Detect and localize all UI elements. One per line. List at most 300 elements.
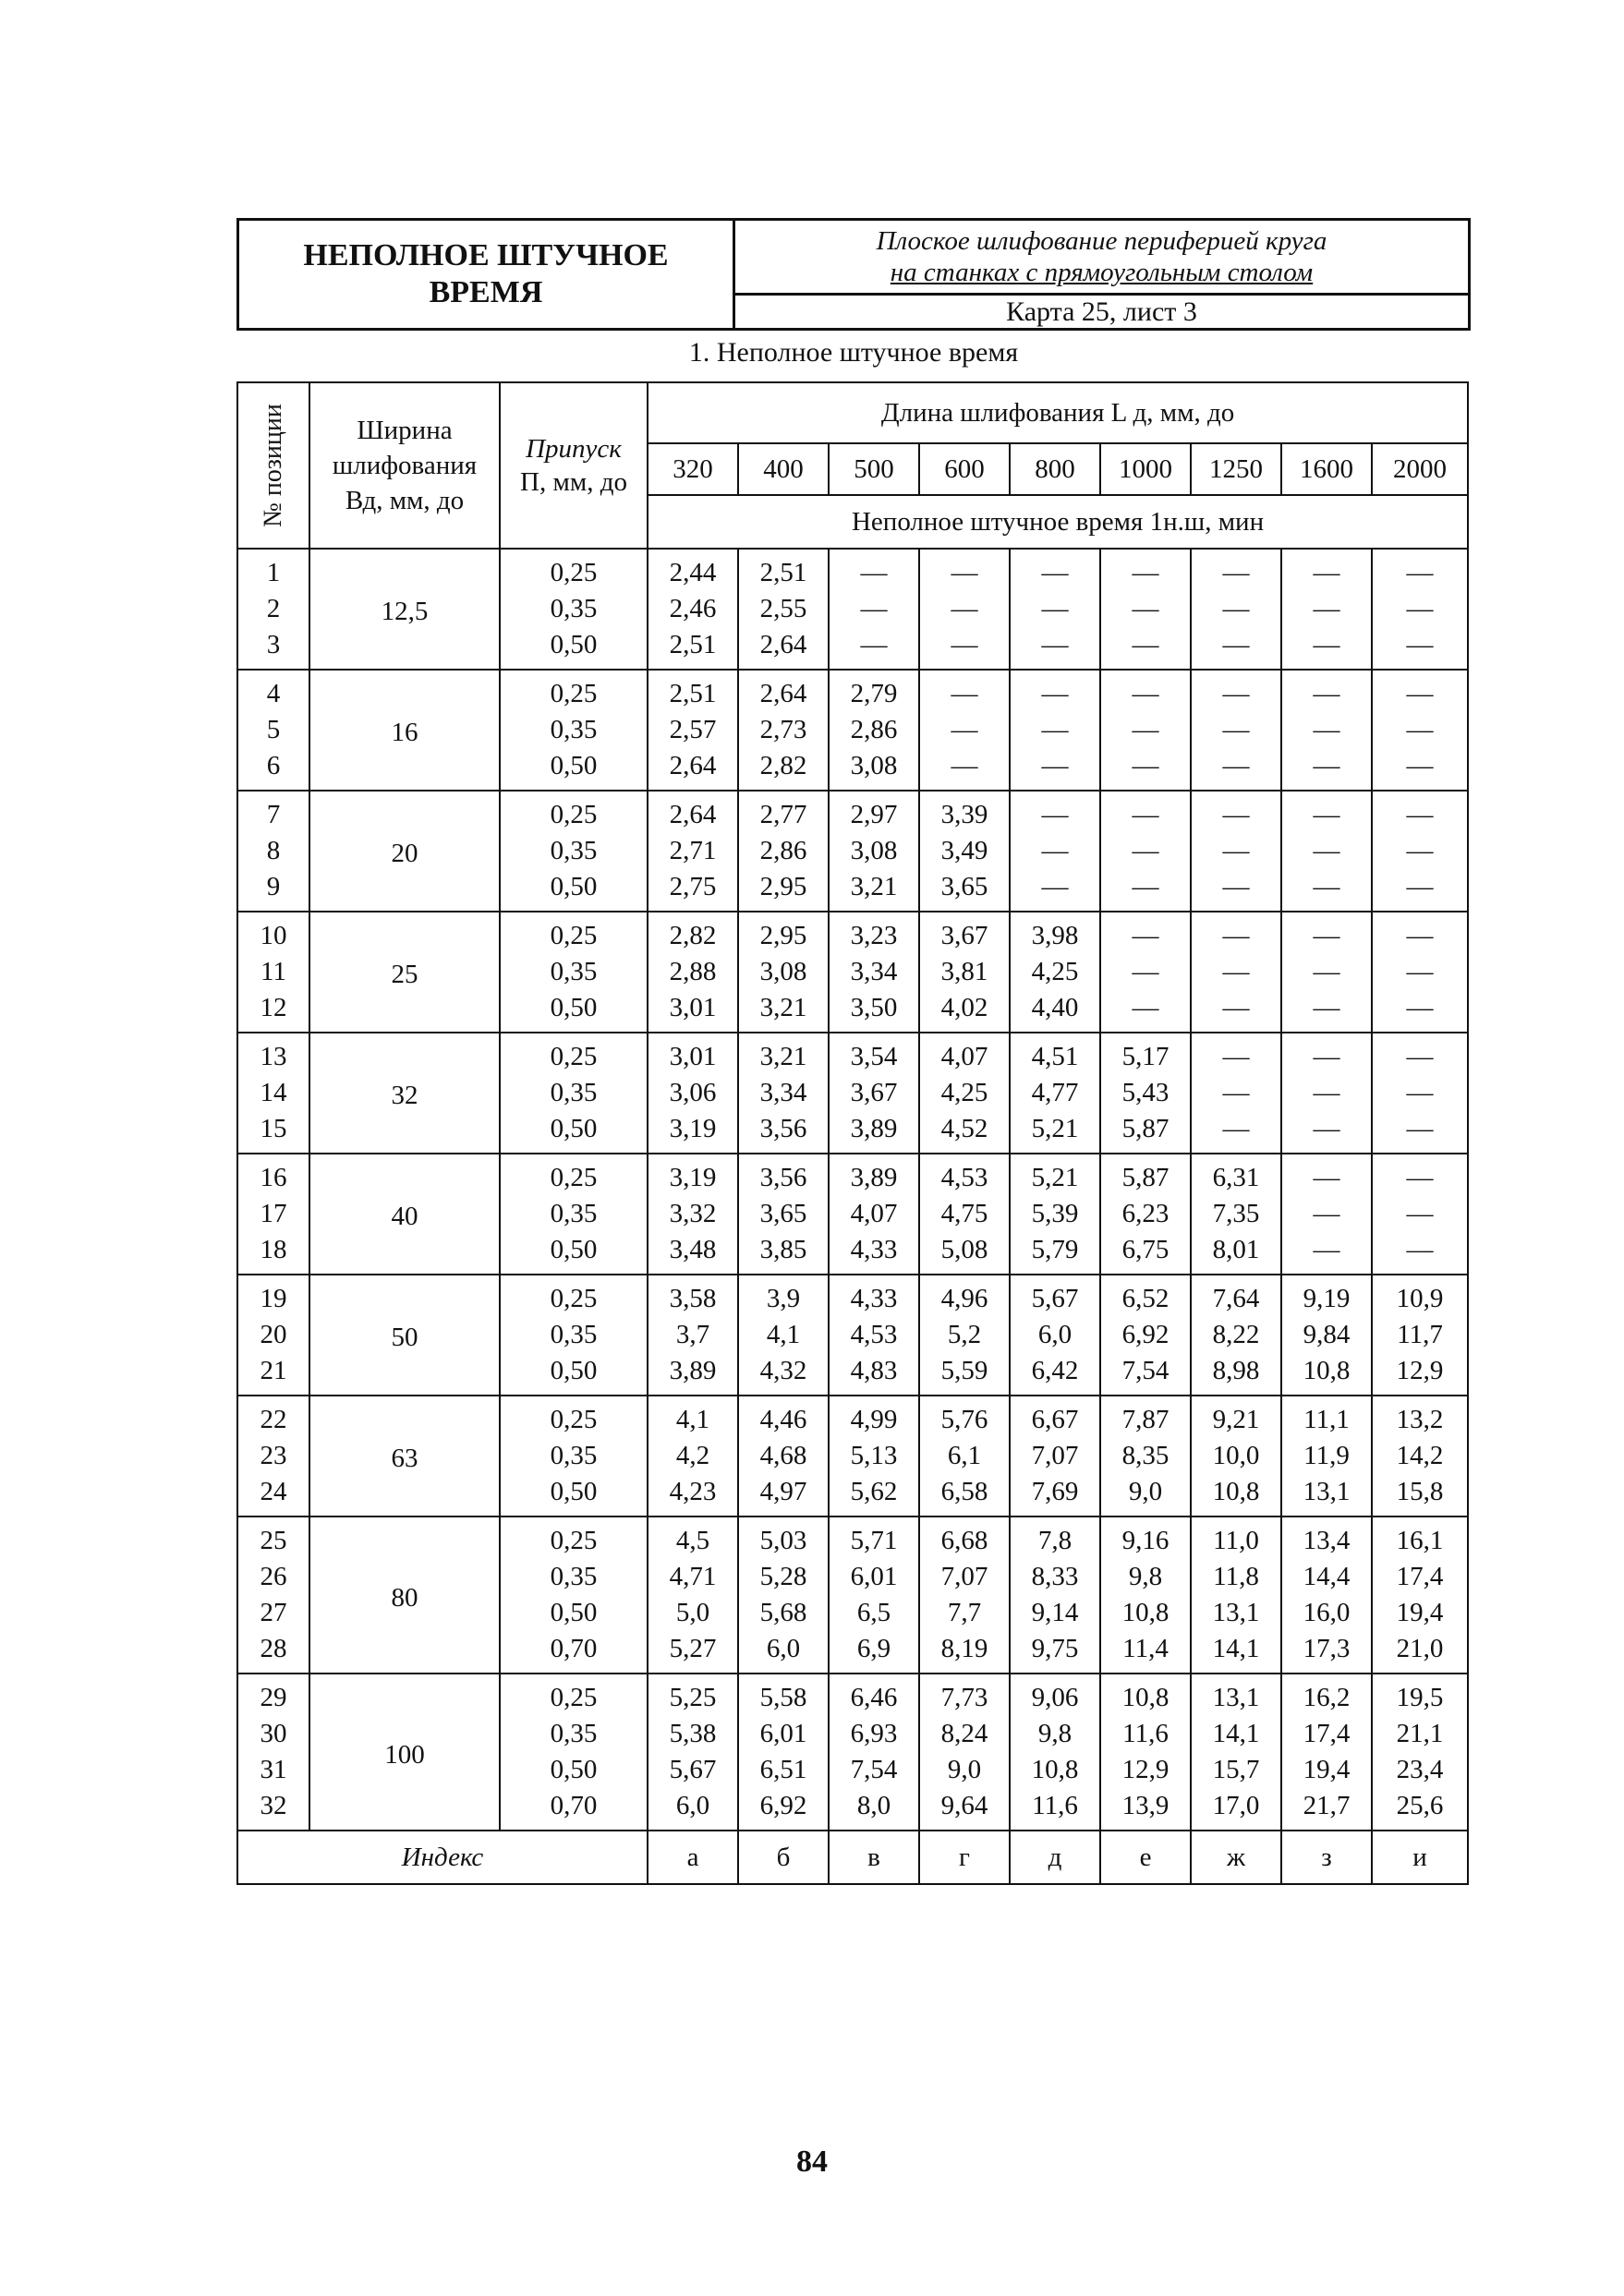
time-value-cell: 2,64 — [648, 748, 738, 791]
position-cell: 14 — [237, 1075, 309, 1111]
time-value-cell: — — [1191, 869, 1281, 912]
time-value-cell: 6,92 — [1100, 1317, 1191, 1353]
time-value-cell: 5,59 — [919, 1353, 1010, 1396]
time-value-cell: 9,0 — [1100, 1474, 1191, 1517]
time-value-cell: 2,51 — [648, 670, 738, 712]
time-value-cell: — — [1191, 990, 1281, 1033]
width-cell: 25 — [309, 912, 500, 1033]
time-value-cell: 2,57 — [648, 712, 738, 748]
time-value-cell: 3,54 — [829, 1033, 919, 1075]
table-row — [237, 1396, 1468, 1438]
time-value-cell: 10,8 — [1100, 1674, 1191, 1716]
header-title-line2: ВРЕМЯ — [429, 275, 543, 309]
time-value-cell: 13,9 — [1100, 1788, 1191, 1831]
time-value-cell: 25,6 — [1372, 1788, 1468, 1831]
allowance-header-line2: П, мм, до — [520, 467, 627, 497]
time-value-cell: 7,35 — [1191, 1196, 1281, 1232]
header-title — [239, 221, 735, 328]
length-header-1250: 1250 — [1191, 443, 1281, 495]
time-value-cell: 2,82 — [648, 912, 738, 954]
time-value-cell: 3,67 — [919, 912, 1010, 954]
time-value-cell: 5,08 — [919, 1232, 1010, 1275]
time-value-cell: 8,19 — [919, 1631, 1010, 1674]
time-value-cell: 7,7 — [919, 1595, 1010, 1631]
position-cell: 9 — [237, 869, 309, 912]
time-value-cell: 4,1 — [648, 1396, 738, 1438]
header-subtitle — [735, 221, 1468, 296]
index-letter-cell: д — [1010, 1831, 1100, 1884]
time-value-cell: 10,8 — [1010, 1752, 1100, 1788]
time-value-cell: 5,62 — [829, 1474, 919, 1517]
table-caption: 1. Неполное штучное время — [688, 337, 1019, 368]
time-value-cell: — — [1281, 1154, 1372, 1196]
position-cell: 29 — [237, 1674, 309, 1716]
time-value-cell: 3,89 — [648, 1353, 738, 1396]
time-value-cell: 5,27 — [648, 1631, 738, 1674]
time-value-cell: 23,4 — [1372, 1752, 1468, 1788]
time-value-cell: — — [919, 627, 1010, 670]
time-value-cell: 7,69 — [1010, 1474, 1100, 1517]
time-value-cell: 17,4 — [1281, 1716, 1372, 1752]
time-value-cell: 5,43 — [1100, 1075, 1191, 1111]
time-value-cell: 4,68 — [738, 1438, 829, 1474]
allowance-cell: 0,25 — [500, 549, 648, 591]
time-value-cell: 4,96 — [919, 1275, 1010, 1317]
time-value-cell: 16,0 — [1281, 1595, 1372, 1631]
time-value-cell: 9,19 — [1281, 1275, 1372, 1317]
time-value-cell: 2,64 — [738, 670, 829, 712]
time-value-cell: 17,4 — [1372, 1559, 1468, 1595]
time-value-cell: 3,50 — [829, 990, 919, 1033]
time-value-cell: 8,98 — [1191, 1353, 1281, 1396]
time-value-cell: — — [1010, 833, 1100, 869]
time-value-cell: 6,0 — [648, 1788, 738, 1831]
time-value-cell: 15,8 — [1372, 1474, 1468, 1517]
time-value-cell: 19,4 — [1372, 1595, 1468, 1631]
length-header-600: 600 — [919, 443, 1010, 495]
time-value-cell: 3,48 — [648, 1232, 738, 1275]
time-value-cell: — — [1281, 1033, 1372, 1075]
row-group — [237, 670, 1468, 791]
time-value-cell: 11,7 — [1372, 1317, 1468, 1353]
header-subtitle-line2: на станках с прямоугольным столом — [890, 258, 1314, 287]
time-value-cell: 2,71 — [648, 833, 738, 869]
position-cell: 11 — [237, 954, 309, 990]
page-number: 84 — [796, 2145, 828, 2179]
time-value-cell: — — [1100, 990, 1191, 1033]
position-cell: 22 — [237, 1396, 309, 1438]
time-value-cell: 7,54 — [1100, 1353, 1191, 1396]
width-cell: 50 — [309, 1275, 500, 1396]
time-value-cell: — — [1372, 1196, 1468, 1232]
time-value-cell: — — [1281, 791, 1372, 833]
allowance-cell: 0,25 — [500, 1674, 648, 1716]
time-value-cell: — — [1372, 954, 1468, 990]
allowance-cell: 0,50 — [500, 1752, 648, 1788]
time-value-cell: 6,68 — [919, 1517, 1010, 1559]
allowance-cell: 0,35 — [500, 833, 648, 869]
time-value-cell: — — [1372, 1111, 1468, 1154]
time-value-cell: — — [1372, 712, 1468, 748]
position-cell: 24 — [237, 1474, 309, 1517]
time-value-cell: 6,58 — [919, 1474, 1010, 1517]
time-value-cell: 3,56 — [738, 1111, 829, 1154]
time-value-cell: — — [1281, 748, 1372, 791]
time-value-cell: 5,17 — [1100, 1033, 1191, 1075]
time-value-cell: 2,86 — [738, 833, 829, 869]
time-value-cell: 9,64 — [919, 1788, 1010, 1831]
time-value-cell: 4,71 — [648, 1559, 738, 1595]
time-value-cell: 6,42 — [1010, 1353, 1100, 1396]
time-value-cell: 2,88 — [648, 954, 738, 990]
time-value-cell: 2,86 — [829, 712, 919, 748]
allowance-cell: 0,35 — [500, 1438, 648, 1474]
time-value-cell: — — [1191, 591, 1281, 627]
time-value-cell: — — [829, 627, 919, 670]
time-value-cell: 4,53 — [829, 1317, 919, 1353]
allowance-header-line1: Припуск — [526, 434, 622, 464]
time-value-cell: — — [1372, 912, 1468, 954]
time-value-cell: — — [1191, 1033, 1281, 1075]
time-value-cell: 21,0 — [1372, 1631, 1468, 1674]
time-value-cell: — — [1191, 833, 1281, 869]
time-value-cell: — — [1372, 670, 1468, 712]
time-value-cell: 16,1 — [1372, 1517, 1468, 1559]
time-value-cell: — — [1372, 791, 1468, 833]
time-value-cell: — — [1281, 591, 1372, 627]
time-value-cell: — — [1191, 791, 1281, 833]
time-value-cell: — — [1281, 627, 1372, 670]
time-value-cell: — — [1010, 869, 1100, 912]
time-value-cell: 9,0 — [919, 1752, 1010, 1788]
allowance-cell: 0,25 — [500, 912, 648, 954]
time-value-cell: — — [1281, 1111, 1372, 1154]
time-value-cell: 4,51 — [1010, 1033, 1100, 1075]
header-card: Карта 25, лист 3 — [1006, 296, 1197, 327]
time-value-cell: 4,53 — [919, 1154, 1010, 1196]
time-value-cell: 6,46 — [829, 1674, 919, 1716]
time-value-cell: 8,22 — [1191, 1317, 1281, 1353]
position-cell: 15 — [237, 1111, 309, 1154]
time-value-cell: — — [1191, 1075, 1281, 1111]
time-value-cell: 8,0 — [829, 1788, 919, 1831]
time-value-cell: 3,06 — [648, 1075, 738, 1111]
index-letter-cell: е — [1100, 1831, 1191, 1884]
time-value-cell: — — [919, 591, 1010, 627]
position-header-label: № позиции — [259, 404, 287, 527]
time-value-cell: 12,9 — [1100, 1752, 1191, 1788]
time-value-cell: — — [1100, 549, 1191, 591]
length-header-2000: 2000 — [1372, 443, 1468, 495]
allowance-cell: 0,50 — [500, 1232, 648, 1275]
time-value-cell: 11,1 — [1281, 1396, 1372, 1438]
width-cell: 32 — [309, 1033, 500, 1154]
row-group — [237, 1396, 1468, 1517]
allowance-cell: 0,25 — [500, 670, 648, 712]
time-value-cell: 3,7 — [648, 1317, 738, 1353]
position-cell: 13 — [237, 1033, 309, 1075]
time-value-cell: 2,51 — [738, 549, 829, 591]
position-cell: 4 — [237, 670, 309, 712]
time-value-cell: 3,34 — [829, 954, 919, 990]
time-value-cell: 3,08 — [829, 833, 919, 869]
time-value-cell: 3,19 — [648, 1111, 738, 1154]
length-header-1000: 1000 — [1100, 443, 1191, 495]
time-value-cell: — — [1100, 912, 1191, 954]
time-value-cell: 6,52 — [1100, 1275, 1191, 1317]
time-value-cell: 7,73 — [919, 1674, 1010, 1716]
width-cell: 80 — [309, 1517, 500, 1674]
allowance-cell: 0,25 — [500, 1033, 648, 1075]
time-value-cell: — — [1191, 670, 1281, 712]
time-value-cell: 11,8 — [1191, 1559, 1281, 1595]
time-value-cell: 7,64 — [1191, 1275, 1281, 1317]
time-value-cell: — — [1100, 627, 1191, 670]
time-value-cell: 6,01 — [738, 1716, 829, 1752]
time-value-cell: — — [1191, 954, 1281, 990]
row-group — [237, 1517, 1468, 1674]
table-row — [237, 1033, 1468, 1075]
time-value-cell: 11,6 — [1010, 1788, 1100, 1831]
allowance-cell: 0,50 — [500, 748, 648, 791]
table-row — [237, 549, 1468, 591]
time-value-cell: 16,2 — [1281, 1674, 1372, 1716]
position-cell: 3 — [237, 627, 309, 670]
width-cell: 12,5 — [309, 549, 500, 670]
time-value-cell: 11,0 — [1191, 1517, 1281, 1559]
time-value-cell: 14,1 — [1191, 1716, 1281, 1752]
time-value-cell: 7,54 — [829, 1752, 919, 1788]
time-table — [236, 381, 1469, 1885]
position-cell: 6 — [237, 748, 309, 791]
time-value-cell: 2,97 — [829, 791, 919, 833]
allowance-cell: 0,70 — [500, 1788, 648, 1831]
time-value-cell: 11,4 — [1100, 1631, 1191, 1674]
time-value-cell: — — [1281, 1232, 1372, 1275]
allowance-cell: 0,35 — [500, 1075, 648, 1111]
time-value-cell: 5,25 — [648, 1674, 738, 1716]
time-value-cell: 8,35 — [1100, 1438, 1191, 1474]
table-row — [237, 791, 1468, 833]
time-value-cell: 13,1 — [1281, 1474, 1372, 1517]
index-row — [237, 1831, 1468, 1884]
time-value-cell: 3,65 — [738, 1196, 829, 1232]
time-value-cell: 7,87 — [1100, 1396, 1191, 1438]
time-value-cell: — — [1372, 869, 1468, 912]
time-value-cell: 4,52 — [919, 1111, 1010, 1154]
time-value-cell: 3,32 — [648, 1196, 738, 1232]
time-value-cell: 5,2 — [919, 1317, 1010, 1353]
time-value-cell: 5,76 — [919, 1396, 1010, 1438]
time-value-cell: 13,1 — [1191, 1595, 1281, 1631]
time-value-cell: 19,4 — [1281, 1752, 1372, 1788]
time-value-cell: 2,77 — [738, 791, 829, 833]
time-value-cell: 5,28 — [738, 1559, 829, 1595]
width-cell: 63 — [309, 1396, 500, 1517]
time-value-cell: — — [1100, 712, 1191, 748]
time-value-cell: 9,14 — [1010, 1595, 1100, 1631]
time-value-cell: 8,01 — [1191, 1232, 1281, 1275]
time-value-cell: 4,02 — [919, 990, 1010, 1033]
allowance-cell: 0,25 — [500, 791, 648, 833]
time-value-cell: — — [1191, 627, 1281, 670]
time-value-cell: 6,67 — [1010, 1396, 1100, 1438]
time-value-cell: 5,03 — [738, 1517, 829, 1559]
time-value-cell: — — [829, 549, 919, 591]
index-letter-cell: и — [1372, 1831, 1468, 1884]
position-cell: 27 — [237, 1595, 309, 1631]
time-value-cell: — — [1372, 591, 1468, 627]
time-value-cell: — — [1281, 833, 1372, 869]
time-value-cell: — — [1100, 833, 1191, 869]
time-value-cell: 9,06 — [1010, 1674, 1100, 1716]
time-value-cell: 11,6 — [1100, 1716, 1191, 1752]
width-cell: 16 — [309, 670, 500, 791]
time-value-cell: 9,8 — [1100, 1559, 1191, 1595]
time-value-cell: 4,99 — [829, 1396, 919, 1438]
time-value-cell: 9,84 — [1281, 1317, 1372, 1353]
time-value-cell: — — [1010, 791, 1100, 833]
time-value-cell: 10,8 — [1191, 1474, 1281, 1517]
position-cell: 19 — [237, 1275, 309, 1317]
row-group — [237, 549, 1468, 670]
time-value-cell: 7,07 — [1010, 1438, 1100, 1474]
time-value-cell: 3,89 — [829, 1154, 919, 1196]
time-value-cell: 5,67 — [1010, 1275, 1100, 1317]
time-value-cell: 6,9 — [829, 1631, 919, 1674]
allowance-cell: 0,50 — [500, 869, 648, 912]
time-value-cell: 3,08 — [829, 748, 919, 791]
time-value-cell: 3,98 — [1010, 912, 1100, 954]
time-value-cell: 6,0 — [738, 1631, 829, 1674]
index-label: Индекс — [237, 1831, 648, 1884]
position-cell: 23 — [237, 1438, 309, 1474]
table-row — [237, 1674, 1468, 1716]
time-value-cell: 10,8 — [1100, 1595, 1191, 1631]
time-value-cell: — — [1100, 869, 1191, 912]
time-value-cell: — — [1281, 990, 1372, 1033]
length-header-500: 500 — [829, 443, 919, 495]
position-cell: 8 — [237, 833, 309, 869]
column-header-time: Неполное штучное время 1н.ш, мин — [648, 495, 1468, 549]
time-value-cell: — — [1191, 712, 1281, 748]
allowance-cell: 0,35 — [500, 591, 648, 627]
time-value-cell: 3,01 — [648, 1033, 738, 1075]
time-value-cell: — — [1191, 1111, 1281, 1154]
time-value-cell: — — [1281, 549, 1372, 591]
time-value-cell: 5,21 — [1010, 1154, 1100, 1196]
row-group — [237, 1154, 1468, 1275]
time-value-cell: — — [1191, 549, 1281, 591]
time-value-cell: 2,95 — [738, 869, 829, 912]
time-value-cell: 4,25 — [1010, 954, 1100, 990]
time-value-cell: 2,79 — [829, 670, 919, 712]
time-value-cell: — — [1191, 912, 1281, 954]
column-header-width — [309, 382, 500, 549]
position-cell: 17 — [237, 1196, 309, 1232]
time-value-cell: 3,01 — [648, 990, 738, 1033]
time-value-cell: 6,0 — [1010, 1317, 1100, 1353]
position-cell: 10 — [237, 912, 309, 954]
time-value-cell: 5,68 — [738, 1595, 829, 1631]
length-header-1600: 1600 — [1281, 443, 1372, 495]
position-cell: 16 — [237, 1154, 309, 1196]
position-cell: 21 — [237, 1353, 309, 1396]
time-value-cell: 3,81 — [919, 954, 1010, 990]
time-value-cell: — — [1010, 549, 1100, 591]
time-value-cell: 3,65 — [919, 869, 1010, 912]
time-value-cell: 5,0 — [648, 1595, 738, 1631]
row-group — [237, 1033, 1468, 1154]
time-value-cell: 2,82 — [738, 748, 829, 791]
position-cell: 7 — [237, 791, 309, 833]
time-value-cell: 5,79 — [1010, 1232, 1100, 1275]
time-value-cell: — — [1100, 954, 1191, 990]
allowance-cell: 0,35 — [500, 1559, 648, 1595]
time-value-cell: 8,24 — [919, 1716, 1010, 1752]
time-value-cell: 4,07 — [829, 1196, 919, 1232]
position-cell: 25 — [237, 1517, 309, 1559]
time-value-cell: 12,9 — [1372, 1353, 1468, 1396]
time-value-cell: 6,31 — [1191, 1154, 1281, 1196]
time-value-cell: 5,87 — [1100, 1154, 1191, 1196]
time-value-cell: — — [1372, 627, 1468, 670]
table-row — [237, 912, 1468, 954]
time-value-cell: 6,01 — [829, 1559, 919, 1595]
time-value-cell: — — [1010, 670, 1100, 712]
table-row — [237, 1275, 1468, 1317]
time-value-cell: — — [1281, 1196, 1372, 1232]
document-header — [236, 218, 1471, 331]
time-value-cell: 6,92 — [738, 1788, 829, 1831]
time-value-cell: 4,97 — [738, 1474, 829, 1517]
time-value-cell: — — [1010, 591, 1100, 627]
time-value-cell: — — [1281, 912, 1372, 954]
time-value-cell: 4,23 — [648, 1474, 738, 1517]
time-value-cell: — — [1372, 1033, 1468, 1075]
time-value-cell: 3,39 — [919, 791, 1010, 833]
time-value-cell: 10,9 — [1372, 1275, 1468, 1317]
position-cell: 12 — [237, 990, 309, 1033]
time-value-cell: — — [829, 591, 919, 627]
time-value-cell: — — [1372, 990, 1468, 1033]
time-value-cell: 5,71 — [829, 1517, 919, 1559]
time-value-cell: 2,44 — [648, 549, 738, 591]
time-value-cell: 4,5 — [648, 1517, 738, 1559]
time-value-cell: 2,51 — [648, 627, 738, 670]
time-value-cell: 3,21 — [738, 1033, 829, 1075]
time-value-cell: 3,21 — [738, 990, 829, 1033]
time-value-cell: 14,1 — [1191, 1631, 1281, 1674]
time-value-cell: — — [1372, 833, 1468, 869]
time-value-cell: 2,95 — [738, 912, 829, 954]
time-value-cell: 5,38 — [648, 1716, 738, 1752]
time-value-cell: 4,46 — [738, 1396, 829, 1438]
index-letter-cell: г — [919, 1831, 1010, 1884]
allowance-cell: 0,35 — [500, 1716, 648, 1752]
position-cell: 2 — [237, 591, 309, 627]
width-cell: 20 — [309, 791, 500, 912]
index-letter-cell: з — [1281, 1831, 1372, 1884]
length-header-400: 400 — [738, 443, 829, 495]
time-value-cell: 15,7 — [1191, 1752, 1281, 1788]
time-value-cell: — — [1372, 1075, 1468, 1111]
position-cell: 32 — [237, 1788, 309, 1831]
allowance-cell: 0,25 — [500, 1275, 648, 1317]
position-cell: 20 — [237, 1317, 309, 1353]
time-value-cell: — — [1372, 549, 1468, 591]
time-value-cell: — — [1100, 791, 1191, 833]
